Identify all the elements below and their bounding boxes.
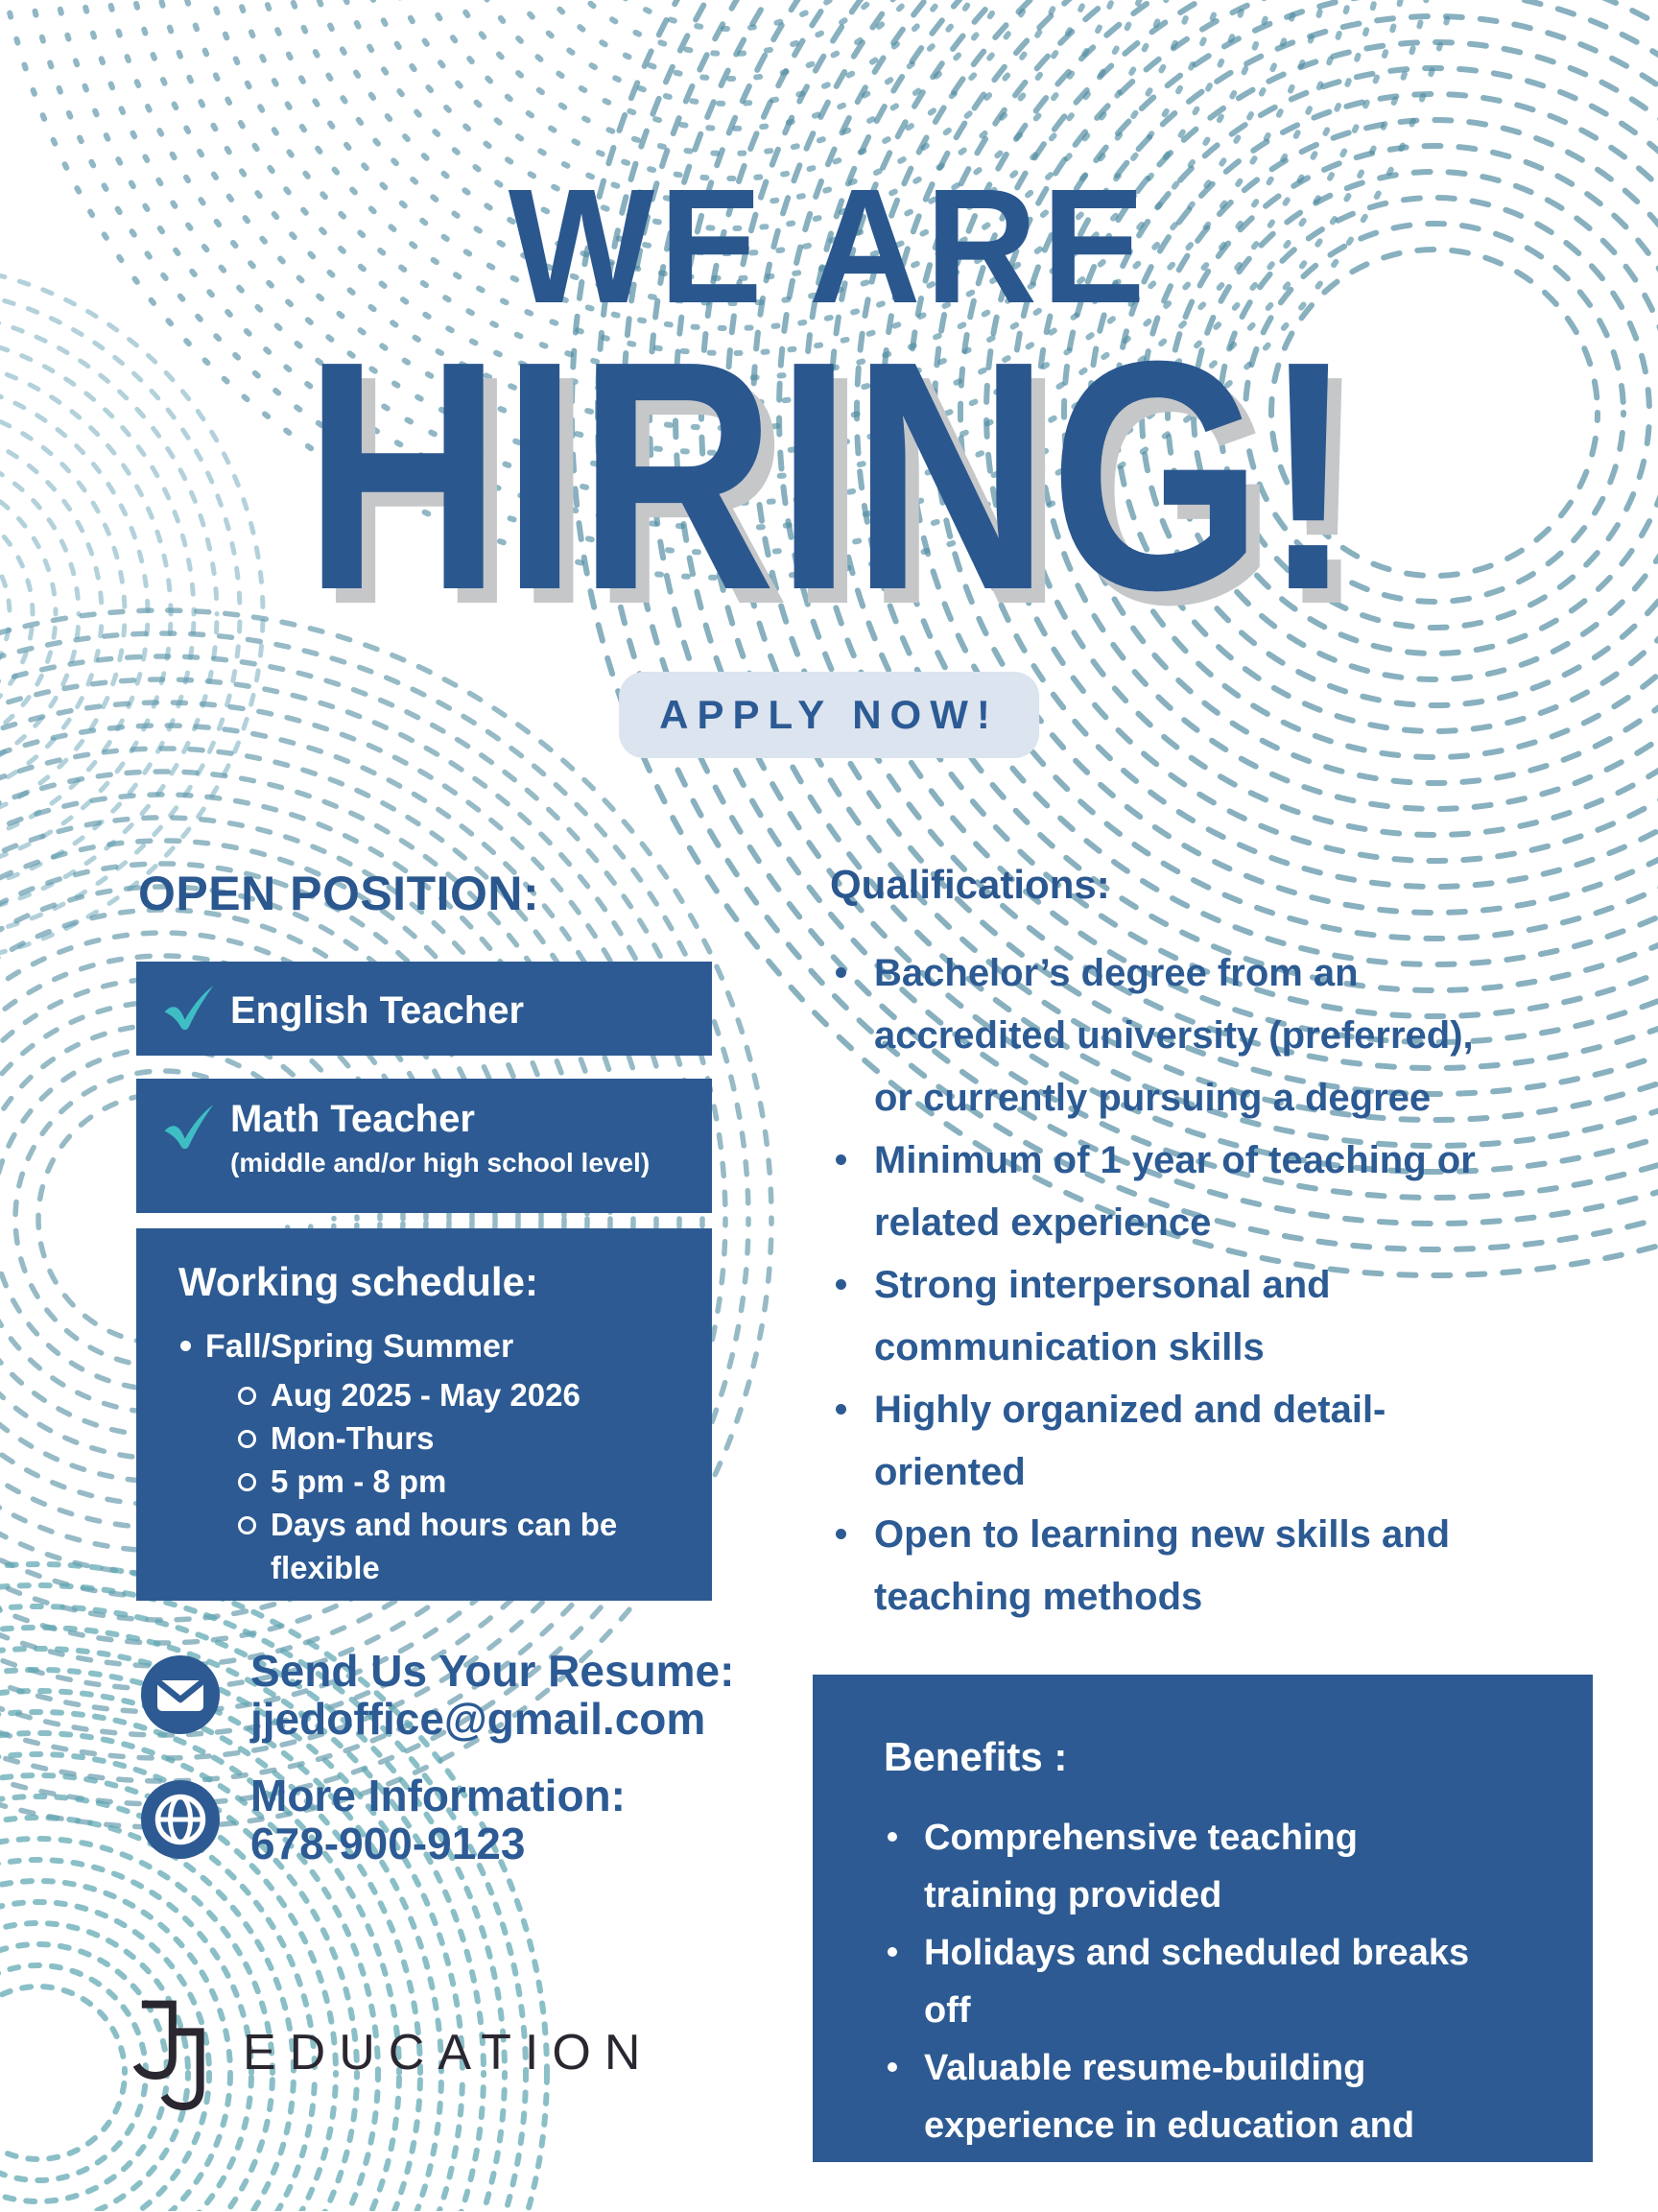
checkmark-icon (161, 981, 217, 1036)
schedule-detail: Mon-Thurs (236, 1416, 683, 1460)
schedule-term: Fall/Spring Summer (178, 1328, 683, 1366)
qualification-item: Minimum of 1 year of teaching or related experience (830, 1130, 1492, 1254)
qualification-item: Bachelor’s degree from an accredited university (preferred), or currently pursuing a degree (830, 942, 1492, 1130)
qualification-item: Open to learning new skills and teaching methods (830, 1504, 1492, 1629)
schedule-detail: Days and hours can be flexible (236, 1503, 683, 1589)
globe-icon (141, 1780, 220, 1859)
qualification-item: Strong interpersonal and communication skills (830, 1254, 1492, 1379)
benefit-item: Valuable resume-building experience in education and leadership (884, 2039, 1494, 2212)
position-card-math (136, 1079, 712, 1213)
working-schedule-card (136, 1228, 712, 1601)
benefits-heading: Benefits : (884, 1734, 1068, 1779)
title-line2: HIRING! (303, 294, 1355, 658)
schedule-detail: 5 pm - 8 pm (236, 1460, 683, 1503)
position-card-english (136, 962, 712, 1056)
working-schedule-heading: Working schedule: (178, 1259, 538, 1304)
resume-contact-row (141, 1647, 734, 1743)
qualification-item: Highly organized and detail-oriented (830, 1379, 1492, 1504)
qualifications-list (830, 942, 1492, 1629)
jj-monogram-icon (130, 1998, 222, 2115)
qualifications-heading: Qualifications: (830, 862, 1110, 907)
position-title: English Teacher (230, 989, 525, 1032)
apply-now-badge[interactable]: APPLY NOW! (619, 672, 1039, 758)
position-title: Math Teacher (230, 1098, 475, 1140)
benefit-item: Holidays and scheduled breaks off (884, 1924, 1494, 2039)
benefits-card (813, 1675, 1593, 2203)
open-position-heading: OPEN POSITION: (138, 867, 540, 920)
company-logo (130, 1998, 653, 2115)
checkmark-icon (161, 1100, 217, 1155)
benefits-list (884, 1809, 1494, 2212)
info-contact-row (141, 1772, 626, 1867)
schedule-detail: Aug 2025 - May 2026 (236, 1373, 683, 1416)
logo-wordmark: EDUCATION (243, 2025, 654, 2081)
resume-label: Send Us Your Resume: (250, 1646, 735, 1696)
envelope-icon (141, 1655, 220, 1734)
info-phone[interactable]: 678-900-9123 (250, 1819, 526, 1868)
position-subtitle: (middle and/or high school level) (230, 1148, 651, 1177)
schedule-details-list (178, 1373, 683, 1589)
info-label: More Information: (250, 1771, 626, 1820)
benefit-item: Comprehensive teaching training provided (884, 1809, 1494, 1924)
resume-email[interactable]: jjedoffice@gmail.com (250, 1694, 706, 1744)
title-line1: WE ARE (508, 155, 1150, 338)
